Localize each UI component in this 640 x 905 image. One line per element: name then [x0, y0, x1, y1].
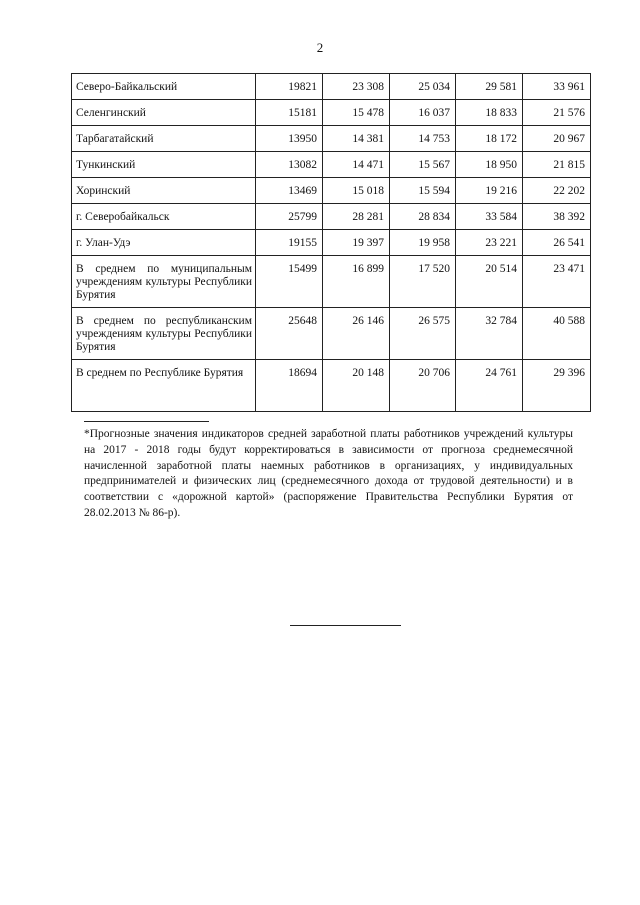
table-cell: 18 172 [456, 126, 523, 152]
table-cell: 18 833 [456, 100, 523, 126]
row-label: Северо-Байкальский [72, 74, 256, 100]
table-cell: 19 397 [323, 230, 390, 256]
table-cell: 13950 [256, 126, 323, 152]
table-cell: 23 471 [523, 256, 591, 308]
table-cell: 26 575 [390, 308, 456, 360]
table-cell: 18694 [256, 360, 323, 412]
table-row [72, 230, 591, 256]
table-row [72, 256, 591, 308]
table-cell: 15 478 [323, 100, 390, 126]
table-cell: 25799 [256, 204, 323, 230]
row-label: Тарбагатайский [72, 126, 256, 152]
table-row [72, 204, 591, 230]
table-cell: 16 899 [323, 256, 390, 308]
table-cell: 29 581 [456, 74, 523, 100]
table-cell: 25 034 [390, 74, 456, 100]
table-cell: 14 381 [323, 126, 390, 152]
table-cell: 21 815 [523, 152, 591, 178]
table-cell: 15181 [256, 100, 323, 126]
end-of-document-line [290, 625, 401, 626]
table-cell: 20 148 [323, 360, 390, 412]
table-cell: 15499 [256, 256, 323, 308]
table-cell: 15 594 [390, 178, 456, 204]
table-cell: 26 146 [323, 308, 390, 360]
table-row [72, 100, 591, 126]
table-cell: 19 958 [390, 230, 456, 256]
table-cell: 26 541 [523, 230, 591, 256]
table-cell: 14 753 [390, 126, 456, 152]
row-label: Хоринский [72, 178, 256, 204]
table-cell: 16 037 [390, 100, 456, 126]
table-cell: 28 281 [323, 204, 390, 230]
table-cell: 20 706 [390, 360, 456, 412]
row-label: В среднем по муниципальным учреждениям культуры Республики Бурятия [72, 256, 256, 308]
table-cell: 25648 [256, 308, 323, 360]
table-cell: 18 950 [456, 152, 523, 178]
table-cell: 13082 [256, 152, 323, 178]
table-row [72, 308, 591, 360]
table-cell: 17 520 [390, 256, 456, 308]
table-cell: 23 308 [323, 74, 390, 100]
table-cell: 24 761 [456, 360, 523, 412]
table-cell: 20 514 [456, 256, 523, 308]
table-row [72, 360, 591, 412]
row-label: Селенгинский [72, 100, 256, 126]
salary-indicators-table [71, 73, 591, 412]
table-cell: 23 221 [456, 230, 523, 256]
footnote-text: *Прогнозные значения индикаторов средней заработной платы работников учреждений культуры на 2017 - 2018 годы будут корректироваться в зависимости от прогноза среднемесячной начисленной заработной платы наемных работников в организациях, у индивидуальных предпринимателей и физических лиц (среднемесячного дохода от трудовой деятельности) и в соответствии с «дорожной картой» (распоряжение Правительства Республики Бурятия от 28.02.2013 № 86-р). [84, 428, 573, 519]
table-cell: 15 018 [323, 178, 390, 204]
table-cell: 32 784 [456, 308, 523, 360]
table-cell: 22 202 [523, 178, 591, 204]
table-cell: 33 584 [456, 204, 523, 230]
table-cell: 29 396 [523, 360, 591, 412]
table-cell: 21 576 [523, 100, 591, 126]
table-cell: 28 834 [390, 204, 456, 230]
table-row [72, 178, 591, 204]
table-cell: 14 471 [323, 152, 390, 178]
row-label: г. Улан-Удэ [72, 230, 256, 256]
table-cell: 15 567 [390, 152, 456, 178]
table-row [72, 74, 591, 100]
table-body [72, 74, 591, 412]
table-cell: 38 392 [523, 204, 591, 230]
table-cell: 13469 [256, 178, 323, 204]
row-label: В среднем по Республике Бурятия [72, 360, 256, 412]
footnote-divider [84, 421, 209, 422]
table-cell: 19821 [256, 74, 323, 100]
table-row [72, 126, 591, 152]
table-cell: 40 588 [523, 308, 591, 360]
table-cell: 19 216 [456, 178, 523, 204]
table-cell: 19155 [256, 230, 323, 256]
table-cell: 20 967 [523, 126, 591, 152]
page-number: 2 [316, 40, 324, 55]
table-cell: 33 961 [523, 74, 591, 100]
table-row [72, 152, 591, 178]
row-label: В среднем по республиканским учреждениям культуры Республики Бурятия [72, 308, 256, 360]
row-label: Тункинский [72, 152, 256, 178]
row-label: г. Северобайкальск [72, 204, 256, 230]
